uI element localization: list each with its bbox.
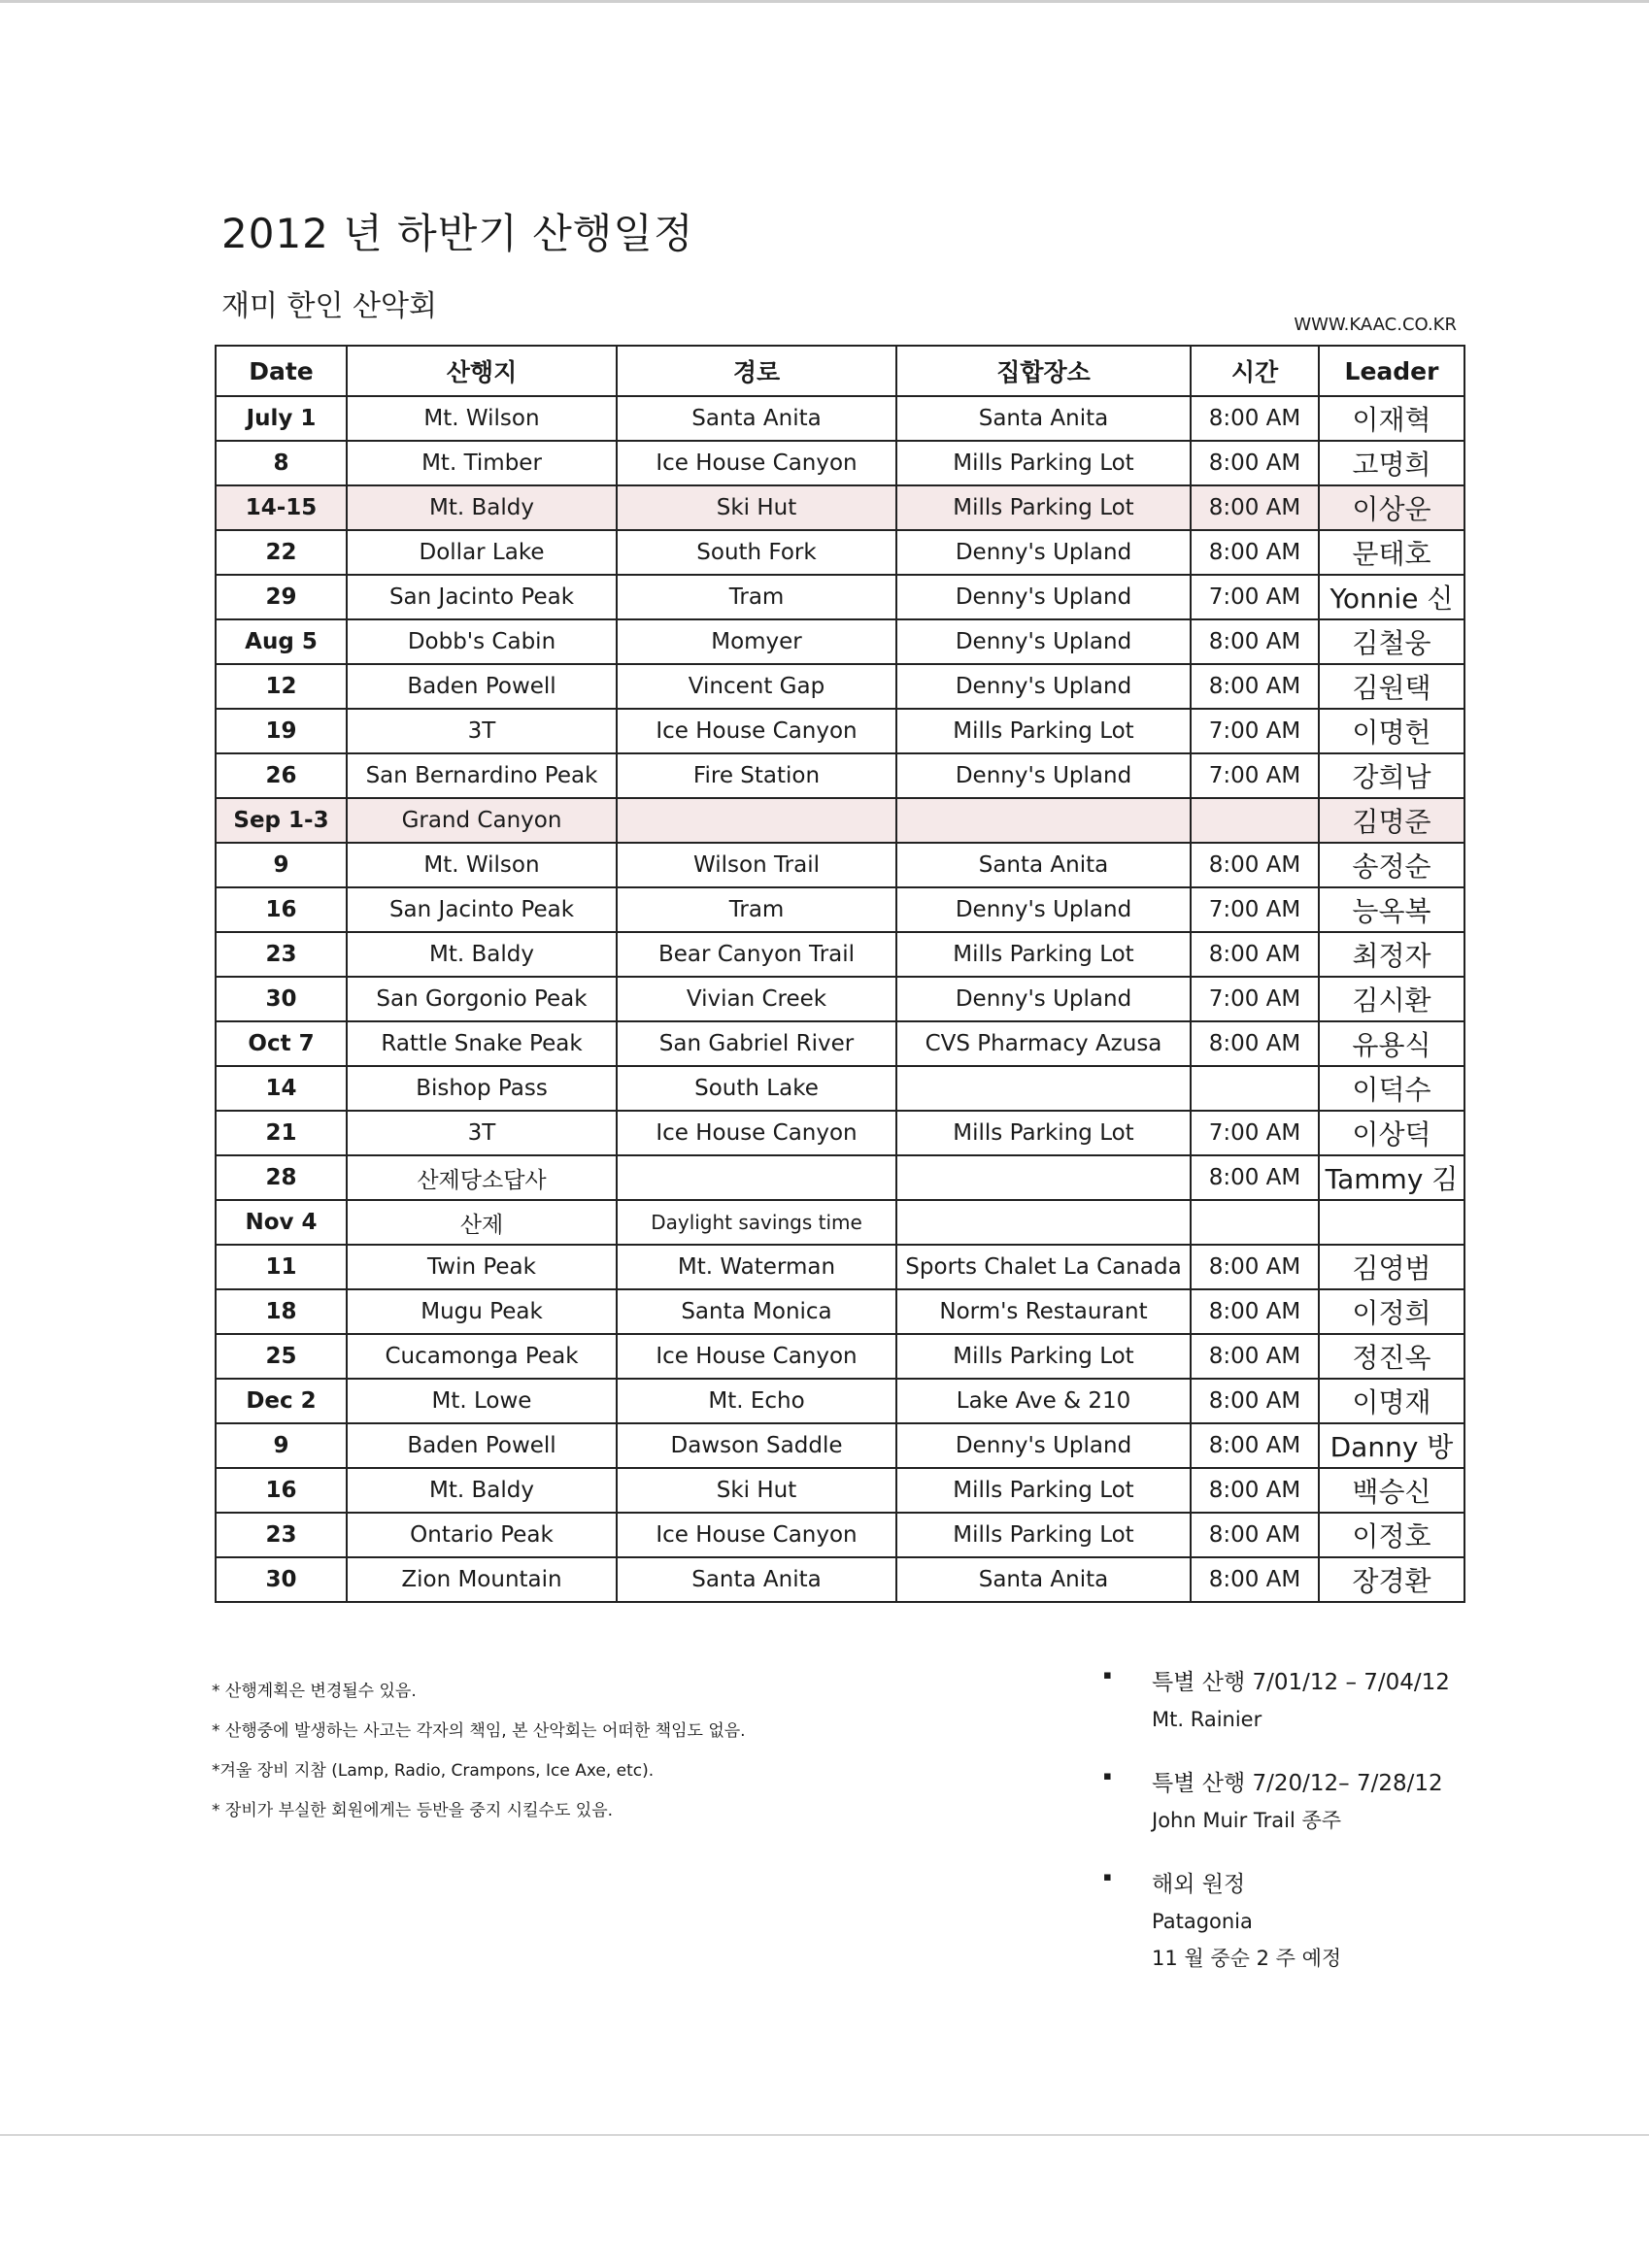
table-row [216, 1200, 1464, 1245]
cell-leader: 김영범 [1319, 1245, 1464, 1289]
cell-time: 8:00 AM [1191, 1021, 1319, 1066]
special-trip-detail: Mt. Rainier [1152, 1708, 1262, 1731]
cell-date: 8 [216, 441, 347, 485]
cell-destination: Cucamonga Peak [347, 1334, 617, 1379]
table-row [216, 619, 1464, 664]
table-row [216, 396, 1464, 441]
cell-destination: Rattle Snake Peak [347, 1021, 617, 1066]
cell-date: 28 [216, 1155, 347, 1200]
cell-leader: 송정순 [1319, 843, 1464, 887]
website-url: WWW.KAAC.CO.KR [1294, 315, 1457, 335]
cell-leader: 이명재 [1319, 1379, 1464, 1423]
table-row [216, 1468, 1464, 1513]
cell-destination: Mugu Peak [347, 1289, 617, 1334]
cell-leader: 이정희 [1319, 1289, 1464, 1334]
cell-meeting-place [896, 798, 1191, 843]
cell-route: Ice House Canyon [617, 1513, 896, 1557]
cell-leader: 문태호 [1319, 530, 1464, 575]
table-row [216, 753, 1464, 798]
club-name: 재미 한인 산악회 [221, 289, 437, 323]
cell-route: Ski Hut [617, 485, 896, 530]
cell-route: Santa Monica [617, 1289, 896, 1334]
cell-route: Santa Anita [617, 1557, 896, 1602]
note-item: * 장비가 부실한 회원에게는 등반을 중지 시킬수도 있음. [212, 1801, 614, 1820]
cell-meeting-place: Denny's Upland [896, 977, 1191, 1021]
special-trip-label: 특별 산행 7/20/12– 7/28/12 [1152, 1771, 1443, 1796]
cell-time: 7:00 AM [1191, 977, 1319, 1021]
table-row [216, 843, 1464, 887]
cell-meeting-place: Lake Ave & 210 [896, 1379, 1191, 1423]
cell-time: 7:00 AM [1191, 753, 1319, 798]
cell-destination: San Jacinto Peak [347, 575, 617, 619]
cell-time: 8:00 AM [1191, 441, 1319, 485]
cell-time: 8:00 AM [1191, 619, 1319, 664]
cell-route: Momyer [617, 619, 896, 664]
cell-route: Mt. Waterman [617, 1245, 896, 1289]
cell-date: 14-15 [216, 485, 347, 530]
cell-date: 26 [216, 753, 347, 798]
cell-leader: 최정자 [1319, 932, 1464, 977]
bullet-icon: ▪ [1103, 1668, 1112, 1683]
cell-leader: 장경환 [1319, 1557, 1464, 1602]
cell-leader: 고명희 [1319, 441, 1464, 485]
cell-meeting-place: Sports Chalet La Canada [896, 1245, 1191, 1289]
cell-meeting-place: CVS Pharmacy Azusa [896, 1021, 1191, 1066]
cell-leader: 이재혁 [1319, 396, 1464, 441]
note-item: * 산행중에 발생하는 사고는 각자의 책임, 본 산악회는 어떠한 책임도 없음. [212, 1721, 746, 1741]
cell-date: Sep 1-3 [216, 798, 347, 843]
cell-leader: 이상운 [1319, 485, 1464, 530]
cell-destination: Grand Canyon [347, 798, 617, 843]
cell-leader: 김시환 [1319, 977, 1464, 1021]
table-row [216, 798, 1464, 843]
table-row [216, 1111, 1464, 1155]
table-row [216, 664, 1464, 709]
table-row [216, 1557, 1464, 1602]
page-title: 2012 년 하반기 산행일정 [221, 210, 694, 257]
cell-route: San Gabriel River [617, 1021, 896, 1066]
header-destination: 산행지 [347, 346, 617, 396]
cell-destination: Dobb's Cabin [347, 619, 617, 664]
cell-date: 16 [216, 887, 347, 932]
cell-meeting-place: Denny's Upland [896, 887, 1191, 932]
cell-time: 8:00 AM [1191, 1379, 1319, 1423]
cell-route [617, 1155, 896, 1200]
cell-leader [1319, 1200, 1464, 1245]
cell-route: Ice House Canyon [617, 1334, 896, 1379]
cell-date: 9 [216, 1423, 347, 1468]
cell-date: Nov 4 [216, 1200, 347, 1245]
cell-destination: Dollar Lake [347, 530, 617, 575]
cell-route: South Lake [617, 1066, 896, 1111]
table-row [216, 1334, 1464, 1379]
special-trip-detail: Patagonia [1152, 1910, 1253, 1933]
schedule-body [216, 396, 1464, 1602]
cell-meeting-place: Denny's Upland [896, 1423, 1191, 1468]
table-row [216, 1423, 1464, 1468]
cell-time: 7:00 AM [1191, 575, 1319, 619]
cell-date: 22 [216, 530, 347, 575]
cell-destination: 3T [347, 709, 617, 753]
cell-meeting-place [896, 1200, 1191, 1245]
cell-date: 30 [216, 977, 347, 1021]
cell-date: 21 [216, 1111, 347, 1155]
cell-meeting-place: Mills Parking Lot [896, 1468, 1191, 1513]
cell-date: Aug 5 [216, 619, 347, 664]
cell-route: Fire Station [617, 753, 896, 798]
cell-time: 8:00 AM [1191, 1245, 1319, 1289]
cell-time [1191, 798, 1319, 843]
cell-destination: 산제 [347, 1200, 617, 1245]
table-row [216, 1289, 1464, 1334]
cell-meeting-place: Denny's Upland [896, 753, 1191, 798]
cell-time: 8:00 AM [1191, 1513, 1319, 1557]
note-item: * 산행계획은 변경될수 있음. [212, 1682, 417, 1701]
cell-meeting-place: Norm's Restaurant [896, 1289, 1191, 1334]
cell-meeting-place: Mills Parking Lot [896, 1111, 1191, 1155]
cell-destination: 산제당소답사 [347, 1155, 617, 1200]
cell-date: July 1 [216, 396, 347, 441]
cell-time: 8:00 AM [1191, 1423, 1319, 1468]
cell-date: 30 [216, 1557, 347, 1602]
cell-route: Ski Hut [617, 1468, 896, 1513]
cell-date: 14 [216, 1066, 347, 1111]
special-trip-label: 특별 산행 7/01/12 – 7/04/12 [1152, 1670, 1450, 1695]
cell-time: 8:00 AM [1191, 1155, 1319, 1200]
table-row [216, 1155, 1464, 1200]
cell-route: Tram [617, 575, 896, 619]
cell-time: 8:00 AM [1191, 396, 1319, 441]
table-row [216, 932, 1464, 977]
cell-route: Santa Anita [617, 396, 896, 441]
cell-time: 7:00 AM [1191, 1111, 1319, 1155]
cell-meeting-place: Denny's Upland [896, 530, 1191, 575]
cell-time: 8:00 AM [1191, 1557, 1319, 1602]
cell-destination: San Jacinto Peak [347, 887, 617, 932]
header-leader: Leader [1319, 346, 1464, 396]
cell-meeting-place: Denny's Upland [896, 575, 1191, 619]
special-trips [1103, 1664, 1450, 2002]
cell-meeting-place: Mills Parking Lot [896, 932, 1191, 977]
cell-leader: 백승신 [1319, 1468, 1464, 1513]
cell-meeting-place: Denny's Upland [896, 619, 1191, 664]
special-trip-detail: John Muir Trail 종주 [1152, 1809, 1342, 1832]
table-row [216, 977, 1464, 1021]
cell-date: 18 [216, 1289, 347, 1334]
cell-leader: 강희남 [1319, 753, 1464, 798]
cell-destination: San Gorgonio Peak [347, 977, 617, 1021]
cell-meeting-place: Santa Anita [896, 396, 1191, 441]
cell-meeting-place: Mills Parking Lot [896, 1334, 1191, 1379]
cell-meeting-place: Denny's Upland [896, 664, 1191, 709]
cell-leader: Yonnie 신 [1319, 575, 1464, 619]
cell-route: Ice House Canyon [617, 709, 896, 753]
cell-leader: 이정호 [1319, 1513, 1464, 1557]
table-row [216, 1379, 1464, 1423]
cell-route: Daylight savings time [617, 1200, 896, 1245]
cell-destination: Mt. Baldy [347, 485, 617, 530]
cell-destination: Mt. Baldy [347, 932, 617, 977]
bottom-edge-line [0, 2134, 1649, 2136]
cell-leader: 이명헌 [1319, 709, 1464, 753]
cell-route: Tram [617, 887, 896, 932]
cell-leader: Danny 방 [1319, 1423, 1464, 1468]
cell-date: 16 [216, 1468, 347, 1513]
bullet-icon: ▪ [1103, 1870, 1112, 1884]
cell-meeting-place: Mills Parking Lot [896, 1513, 1191, 1557]
special-trip-item [1103, 1765, 1450, 1839]
table-row [216, 1066, 1464, 1111]
cell-meeting-place [896, 1155, 1191, 1200]
cell-destination: Baden Powell [347, 664, 617, 709]
cell-destination: 3T [347, 1111, 617, 1155]
cell-meeting-place: Santa Anita [896, 1557, 1191, 1602]
cell-time [1191, 1200, 1319, 1245]
cell-route: South Fork [617, 530, 896, 575]
cell-leader: 유용식 [1319, 1021, 1464, 1066]
cell-route: Wilson Trail [617, 843, 896, 887]
cell-date: 25 [216, 1334, 347, 1379]
cell-leader: 김원택 [1319, 664, 1464, 709]
header-meeting-place: 집합장소 [896, 346, 1191, 396]
cell-meeting-place: Mills Parking Lot [896, 485, 1191, 530]
notes-list [212, 1672, 746, 1831]
top-edge-line [0, 0, 1649, 3]
cell-route: Vivian Creek [617, 977, 896, 1021]
cell-route: Dawson Saddle [617, 1423, 896, 1468]
cell-date: 29 [216, 575, 347, 619]
cell-time [1191, 1066, 1319, 1111]
cell-destination: Mt. Timber [347, 441, 617, 485]
cell-meeting-place: Mills Parking Lot [896, 709, 1191, 753]
cell-destination: Ontario Peak [347, 1513, 617, 1557]
cell-time: 8:00 AM [1191, 664, 1319, 709]
cell-route: Bear Canyon Trail [617, 932, 896, 977]
cell-leader: 정진옥 [1319, 1334, 1464, 1379]
cell-meeting-place: Mills Parking Lot [896, 441, 1191, 485]
cell-leader: 김철웅 [1319, 619, 1464, 664]
cell-time: 8:00 AM [1191, 530, 1319, 575]
special-trip-item [1103, 1866, 1450, 1977]
cell-date: Dec 2 [216, 1379, 347, 1423]
header-date: Date [216, 346, 347, 396]
cell-time: 8:00 AM [1191, 843, 1319, 887]
table-row [216, 1513, 1464, 1557]
header-time: 시간 [1191, 346, 1319, 396]
bullet-icon: ▪ [1103, 1769, 1112, 1784]
cell-time: 8:00 AM [1191, 1289, 1319, 1334]
cell-route: Ice House Canyon [617, 441, 896, 485]
cell-destination: Mt. Wilson [347, 843, 617, 887]
cell-date: 19 [216, 709, 347, 753]
table-header-row [216, 346, 1464, 396]
table-row [216, 441, 1464, 485]
cell-destination: Mt. Baldy [347, 1468, 617, 1513]
table-row [216, 575, 1464, 619]
cell-destination: Mt. Lowe [347, 1379, 617, 1423]
cell-date: 23 [216, 1513, 347, 1557]
cell-time: 8:00 AM [1191, 932, 1319, 977]
cell-date: Oct 7 [216, 1021, 347, 1066]
cell-route [617, 798, 896, 843]
cell-date: 23 [216, 932, 347, 977]
cell-leader: 김명준 [1319, 798, 1464, 843]
cell-leader: 능옥복 [1319, 887, 1464, 932]
cell-time: 8:00 AM [1191, 485, 1319, 530]
cell-destination: Bishop Pass [347, 1066, 617, 1111]
cell-leader: Tammy 김 [1319, 1155, 1464, 1200]
cell-destination: San Bernardino Peak [347, 753, 617, 798]
cell-route: Ice House Canyon [617, 1111, 896, 1155]
table-row [216, 530, 1464, 575]
cell-route: Vincent Gap [617, 664, 896, 709]
schedule-table [215, 345, 1465, 1603]
table-row [216, 1245, 1464, 1289]
special-trip-item [1103, 1664, 1450, 1738]
cell-destination: Baden Powell [347, 1423, 617, 1468]
cell-date: 12 [216, 664, 347, 709]
cell-time: 7:00 AM [1191, 709, 1319, 753]
header-route: 경로 [617, 346, 896, 396]
cell-leader: 이덕수 [1319, 1066, 1464, 1111]
table-row [216, 485, 1464, 530]
cell-date: 9 [216, 843, 347, 887]
cell-time: 8:00 AM [1191, 1334, 1319, 1379]
cell-destination: Mt. Wilson [347, 396, 617, 441]
special-trip-label: 해외 원정 [1152, 1872, 1246, 1897]
cell-destination: Zion Mountain [347, 1557, 617, 1602]
special-trip-detail: 11 월 중순 2 주 예정 [1152, 1947, 1342, 1970]
table-row [216, 709, 1464, 753]
cell-route: Mt. Echo [617, 1379, 896, 1423]
cell-leader: 이상덕 [1319, 1111, 1464, 1155]
cell-meeting-place: Santa Anita [896, 843, 1191, 887]
table-row [216, 887, 1464, 932]
cell-meeting-place [896, 1066, 1191, 1111]
cell-time: 8:00 AM [1191, 1468, 1319, 1513]
note-item: *겨울 장비 지참 (Lamp, Radio, Crampons, Ice Axe, etc). [212, 1761, 655, 1781]
cell-destination: Twin Peak [347, 1245, 617, 1289]
cell-date: 11 [216, 1245, 347, 1289]
table-row [216, 1021, 1464, 1066]
cell-time: 7:00 AM [1191, 887, 1319, 932]
